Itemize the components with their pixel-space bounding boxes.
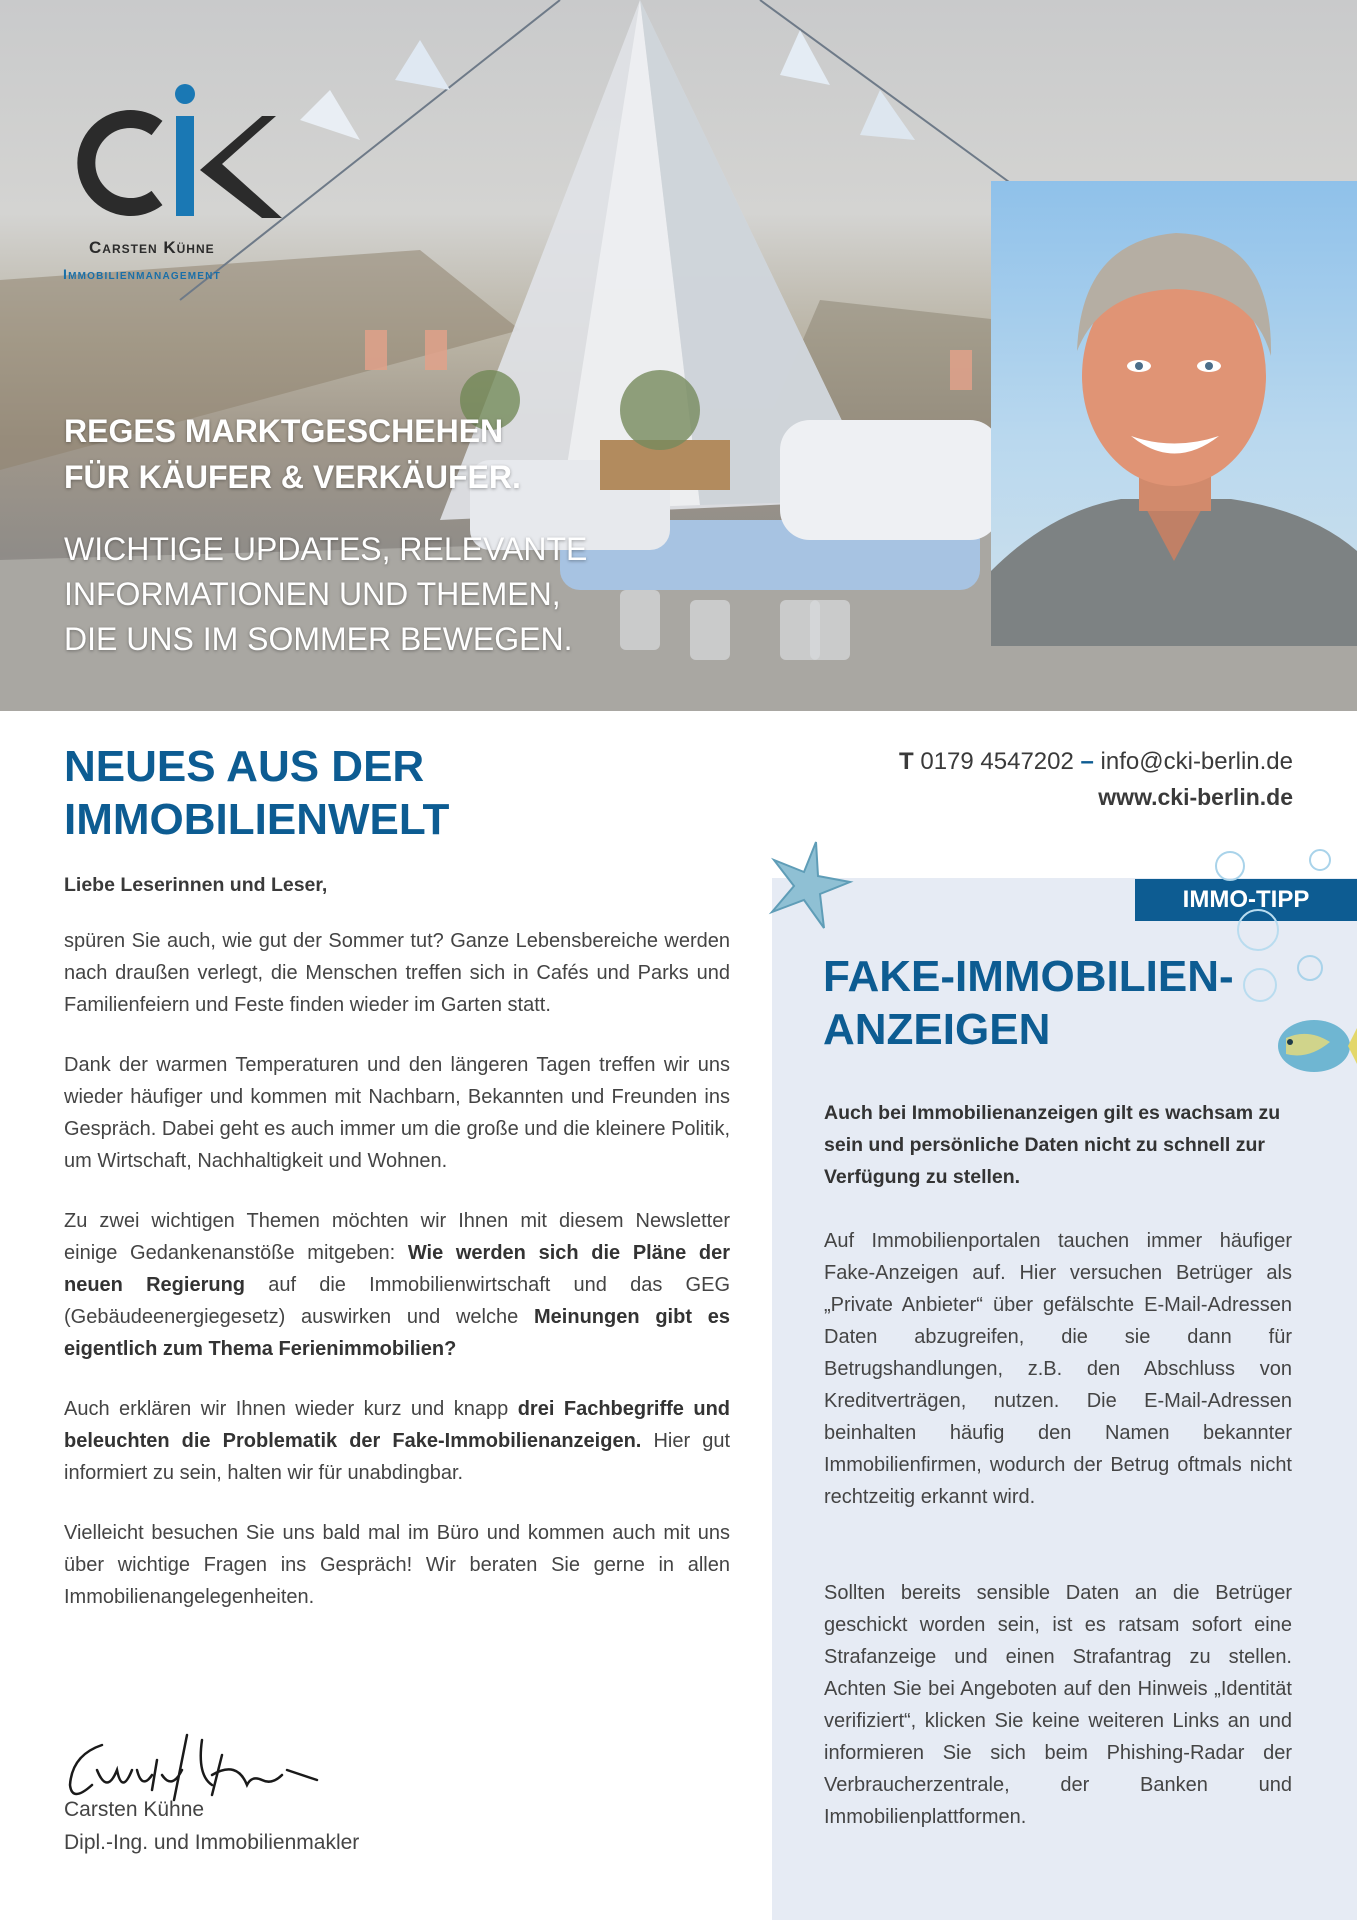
paragraph-5: Vielleicht besuchen Sie uns bald mal im Büro und kommen auch mit uns über wichtige Fragen ins Gespräch! Wir beraten Sie gerne in allen Immobilienangelegenheiten.: [64, 1522, 730, 1608]
immo-tipp-badge: IMMO-TIPP: [1135, 879, 1357, 921]
phone-number[interactable]: 0179 4547202: [920, 748, 1074, 775]
sidebar-paragraph-2: Sollten bereits sensible Daten an die Betrüger geschickt worden sein, ist es ratsam sofort eine Strafanzeige und einen Strafantrag zu stellen. Achten Sie bei Angeboten auf den Hinweis „Identität verifiziert“, klicken Sie keine weiteren Links an und informieren Sie sich beim Phishing-Radar der Verbraucherzentrale, der Banken und Immobilienplattformen.: [824, 1582, 1292, 1828]
logo-subtitle: Immobilienmanagement: [63, 266, 221, 282]
salutation: Liebe Leserinnen und Leser,: [64, 874, 328, 896]
phone-prefix: T: [899, 748, 914, 775]
handwritten-signature: [62, 1725, 322, 1805]
main-title: NEUES AUS DER IMMOBILIENWELT: [64, 742, 450, 844]
main-article: [64, 740, 730, 1633]
sidebar-paragraph-1: Auf Immobilienportalen tauchen immer häufiger Fake-Anzeigen auf. Hier versuchen Betrüger als „Private Anbieter“ über gefälschte E-Mail-Adressen Daten abzugreifen, die sie dann für Betrugshandlungen, z.B. den Abschluss von Kreditverträgen, nutzen. Die E-Mail-Adressen beinhalten häufig den Namen bekannter Immobilienfirmen, wodurch der Betrug oftmals nicht rechtzeitig erkannt wird.: [824, 1230, 1292, 1508]
starfish-icon: [758, 838, 854, 934]
sidebar-lead: Auch bei Immobilienanzeigen gilt es wachsam zu sein und persönliche Daten nicht zu schnell zur Verfügung zu stellen.: [824, 1102, 1281, 1188]
fish-icon: [1268, 1008, 1357, 1084]
hero-headline: REGES MARKTGESCHEHEN FÜR KÄUFER & VERKÄUFER.: [64, 413, 521, 495]
sidebar-title: FAKE-IMMOBILIEN- ANZEIGEN: [823, 952, 1234, 1054]
website-link[interactable]: www.cki-berlin.de: [1098, 784, 1293, 810]
hero-subline: WICHTIGE UPDATES, RELEVANTE INFORMATIONEN UND THEMEN, DIE UNS IM SOMMER BEWEGEN.: [64, 531, 588, 657]
signature-name: Carsten Kühne: [64, 1798, 205, 1821]
hero-banner: [0, 0, 1357, 711]
contact-line: [899, 748, 1293, 776]
portrait-image: [991, 181, 1357, 646]
logo-name: Carsten Kühne: [89, 238, 215, 257]
signature-title: Dipl.-Ing. und Immobilienmakler: [64, 1831, 360, 1854]
email-link[interactable]: info@cki-berlin.de: [1100, 748, 1293, 775]
paragraph-3: Zu zwei wichtigen Themen möchten wir Ihnen mit diesem Newsletter einige Gedankenanstöße mitgeben: Wie werden sich die Pläne der neuen Regierung auf die Immobilienwirtschaft und das GEG (Gebäudeenergiegesetz) auswirken und welche Meinungen gibt es eigentlich zum Thema Ferienimmobilien?: [64, 1210, 731, 1360]
paragraph-1: spüren Sie auch, wie gut der Sommer tut? Ganze Lebensbereiche werden nach draußen verlegt, die Menschen treffen sich in Cafés und Parks und Familienfeiern und Feste finden wieder im Garten statt.: [64, 930, 730, 1016]
contact-separator: –: [1080, 748, 1094, 775]
portrait-photo: [991, 181, 1357, 646]
paragraph-4: Auch erklären wir Ihnen wieder kurz und knapp drei Fachbegriffe und beleuchten die Problematik der Fake-Immobilienanzeigen. Hier gut informiert zu sein, halten wir für unabdingbar.: [64, 1398, 730, 1484]
paragraph-2: Dank der warmen Temperaturen und den längeren Tagen treffen wir uns wieder häufiger und kommen mit Nachbarn, Bekannten und Freunden ins Gespräch. Dabei geht es auch immer um die große und die kleinere Politik, um Wirtschaft, Nachhaltigkeit und Wohnen.: [64, 1054, 730, 1172]
